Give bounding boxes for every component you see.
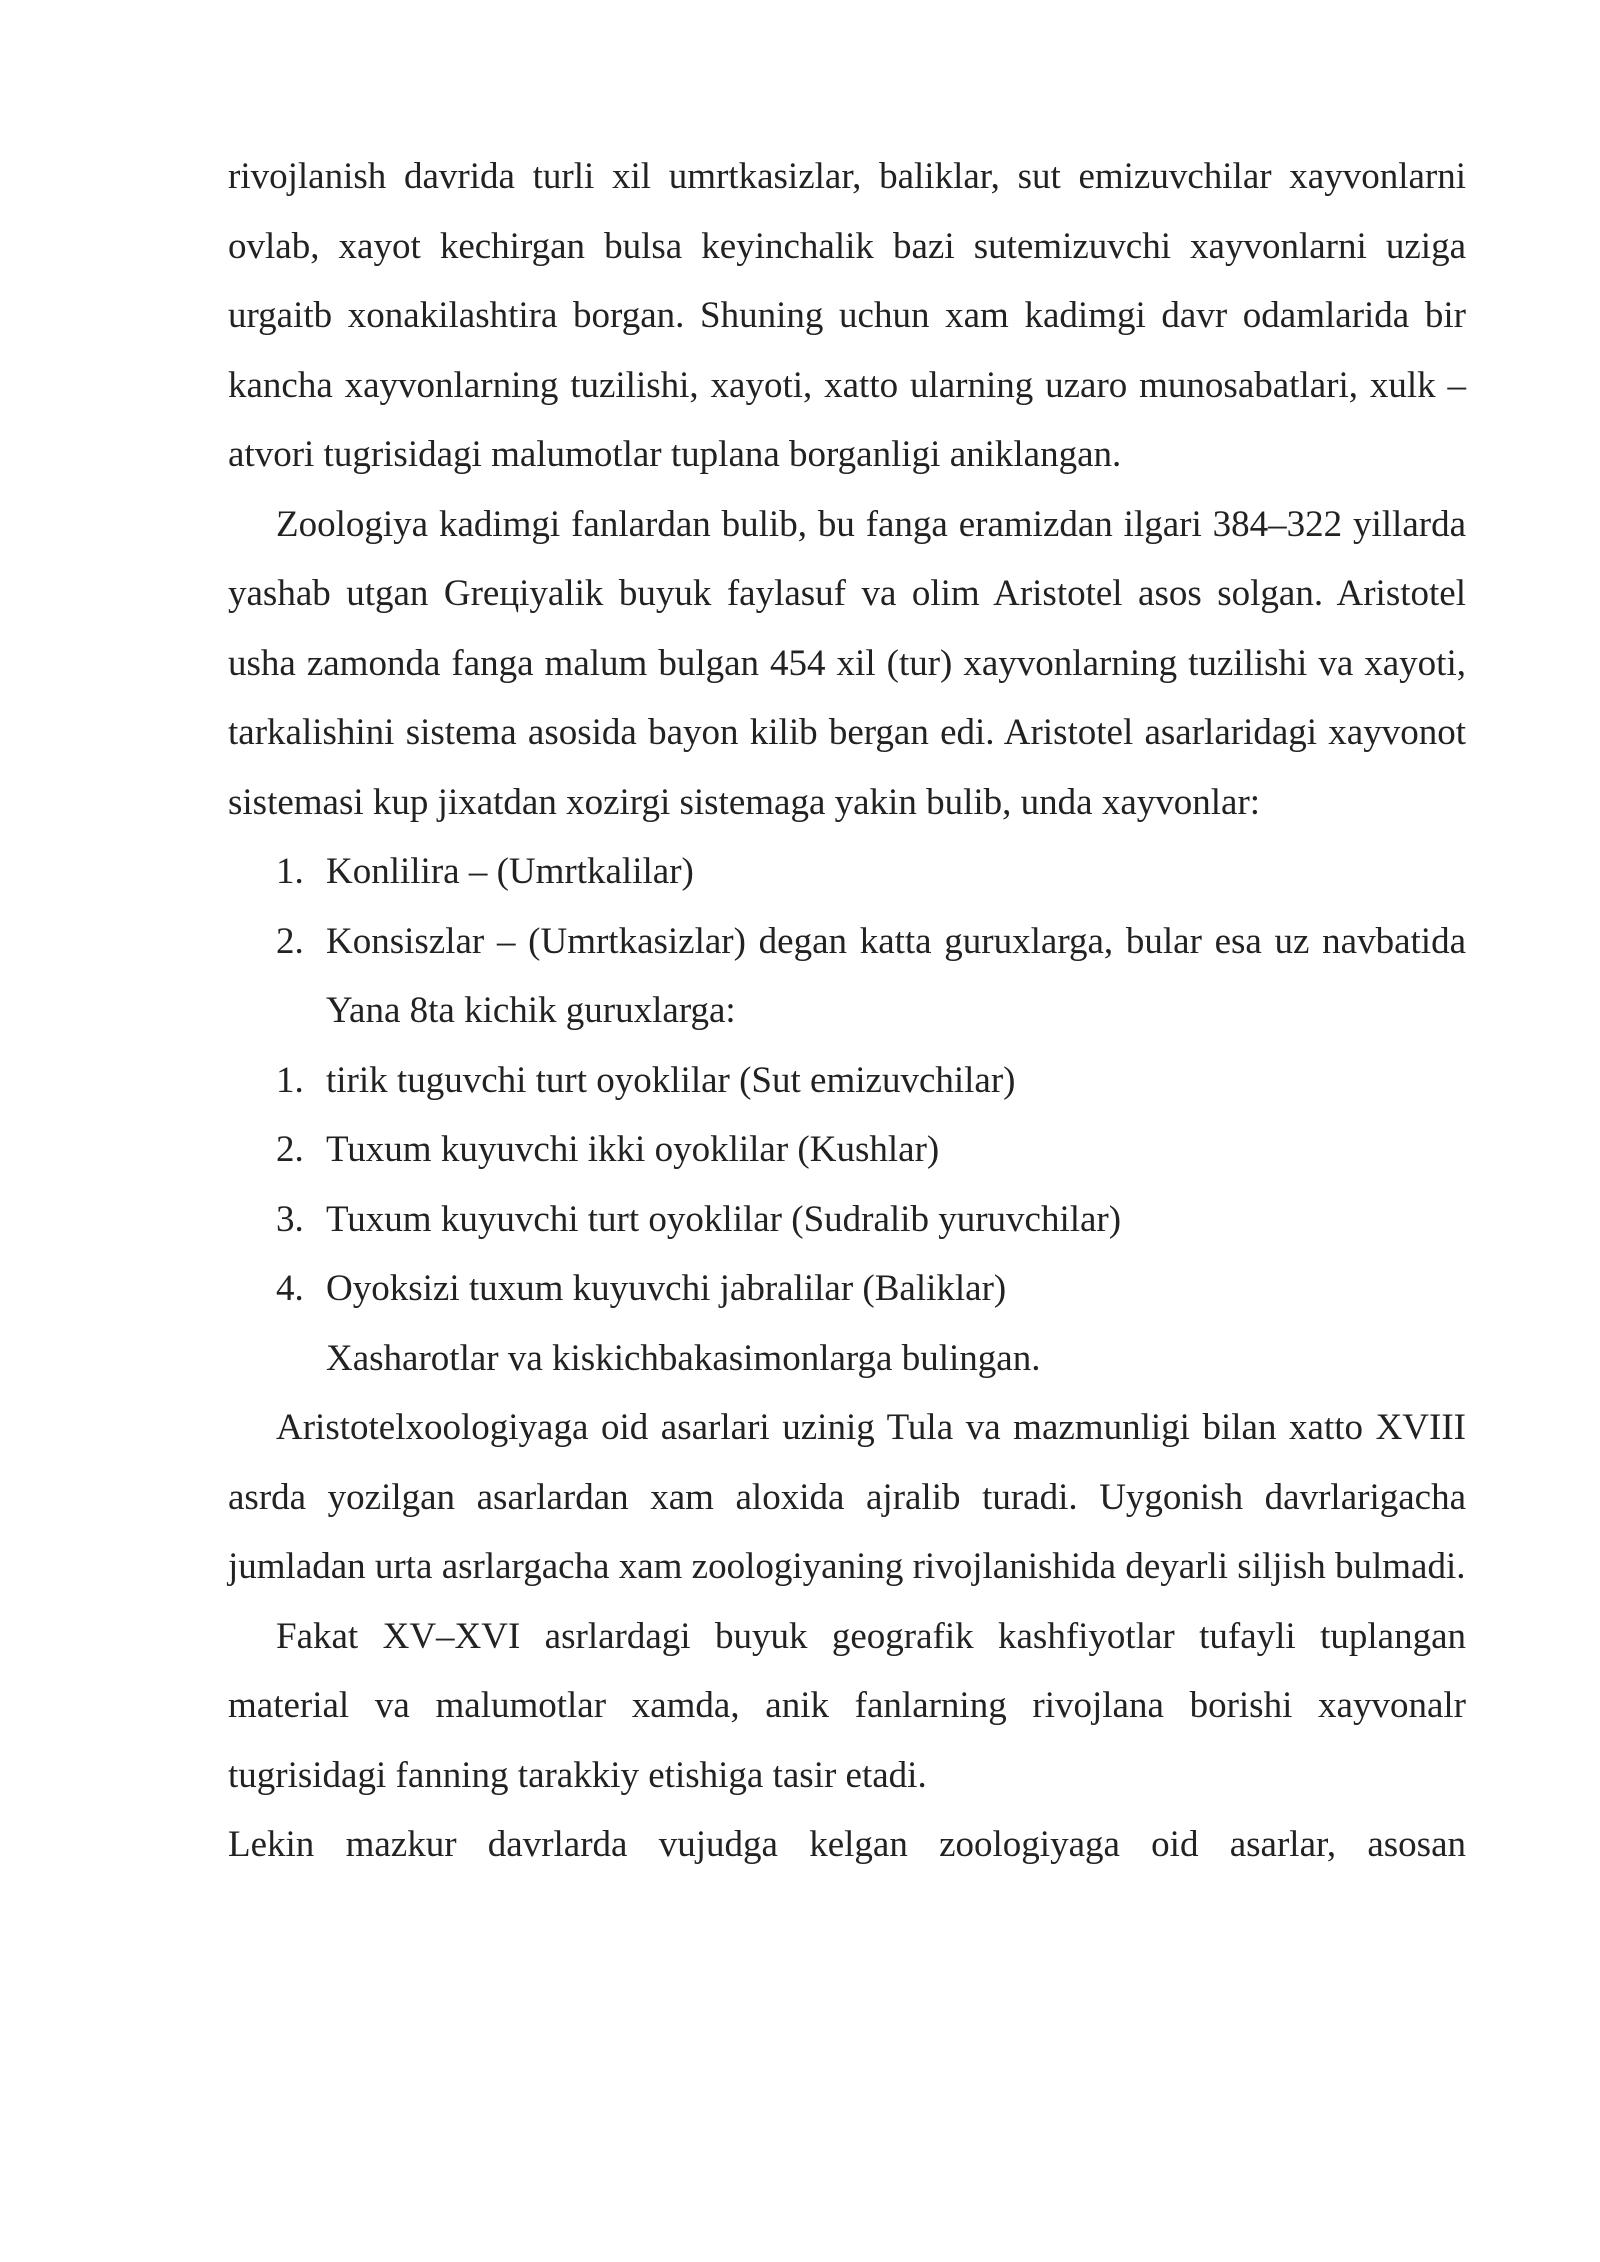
list-text: tirik tuguvchi turt oyoklilar (Sut emizuvchilar) — [326, 1059, 1016, 1101]
list-text: Tuxum kuyuvchi ikki oyoklilar (Kushlar) — [326, 1129, 940, 1170]
list-number: 1. — [276, 851, 304, 892]
list-item — [228, 1115, 1466, 1185]
list-number: 3. — [276, 1198, 304, 1240]
major-groups-list — [228, 837, 1466, 1046]
list-text: Tuxum kuyuvchi turt oyoklilar (Sudralib yuruvchilar) — [326, 1198, 1122, 1240]
list-item — [228, 1254, 1466, 1324]
paragraph-3: Aristotelxoologiyaga oid asarlari uzinig Tula va mazmunligi bilan xatto XVIII asrda yozilgan asarlardan xam aloxida ajralib turadi. Uygonish davrlarigacha jumladan urta asrlargacha xam zoologiyaning rivojlanishida deyarli siljish bulmadi. — [228, 1407, 1466, 1587]
list-number: 2. — [276, 920, 304, 962]
paragraph-4: Fakat XV–XVI asrlardagi buyuk geografik kashfiyotlar tufayli tuplangan material va malumotlar xamda, anik fanlarning rivojlana borishi xayvonalr tugrisidagi fanning tarakkiy etishiga tasir etadi. — [228, 1615, 1466, 1796]
list-text: Konlilira – (Umrtkalilar) — [326, 851, 694, 892]
list-item — [228, 907, 1466, 1046]
list-number: 4. — [276, 1268, 304, 1309]
list-number: 1. — [276, 1059, 304, 1101]
list-text: Konsiszlar – (Umrtkasizlar) degan katta guruxlarga, bular esa uz navbatida Yana 8ta kichik guruxlarga: — [326, 920, 1466, 1031]
document-body — [228, 142, 1466, 1880]
paragraph-1: rivojlanish davrida turli xil umrtkasizlar, baliklar, sut emizuvchilar xayvonlarni ovlab, xayot kechirgan bulsa keyinchalik bazi sutemizuvchi xayvonlarni uziga urgaitb xonakilashtira borgan. Shuning uchun xam kadimgi davr odamlarida bir kancha xayvonlarning tuzilishi, xayoti, xatto ularning uzaro munosabatlari, xulk – atvori tugrisidagi malumotlar tuplana borganligi aniklangan. — [228, 156, 1466, 475]
list-continuation: Xasharotlar va kiskichbakasimonlarga bulingan. — [326, 1337, 1041, 1379]
list-item — [228, 1046, 1466, 1116]
list-number: 2. — [276, 1129, 304, 1170]
list-item — [228, 837, 1466, 907]
list-item — [228, 1185, 1466, 1255]
paragraph-5: Lekin mazkur davrlarda vujudga kelgan zoologiyaga oid asarlar, asosan — [228, 1824, 1466, 1865]
small-groups-list — [228, 1046, 1466, 1324]
list-text: Oyoksizi tuxum kuyuvchi jabralilar (Baliklar) — [326, 1268, 1007, 1309]
paragraph-2: Zoologiya kadimgi fanlardan bulib, bu fanga eramizdan ilgari 384–322 yillarda yashab utgan Greцiyalik buyuk faylasuf va olim Aristotel asos solgan. Aristotel usha zamonda fanga malum bulgan 454 xil (tur) xayvonlarning tuzilishi va xayoti, tarkalishini sistema asosida bayon kilib bergan edi. Aristotel asarlaridagi xayvonot sistemasi kup jixatdan xozirgi sistemaga yakin bulib, unda xayvonlar: — [228, 503, 1466, 823]
